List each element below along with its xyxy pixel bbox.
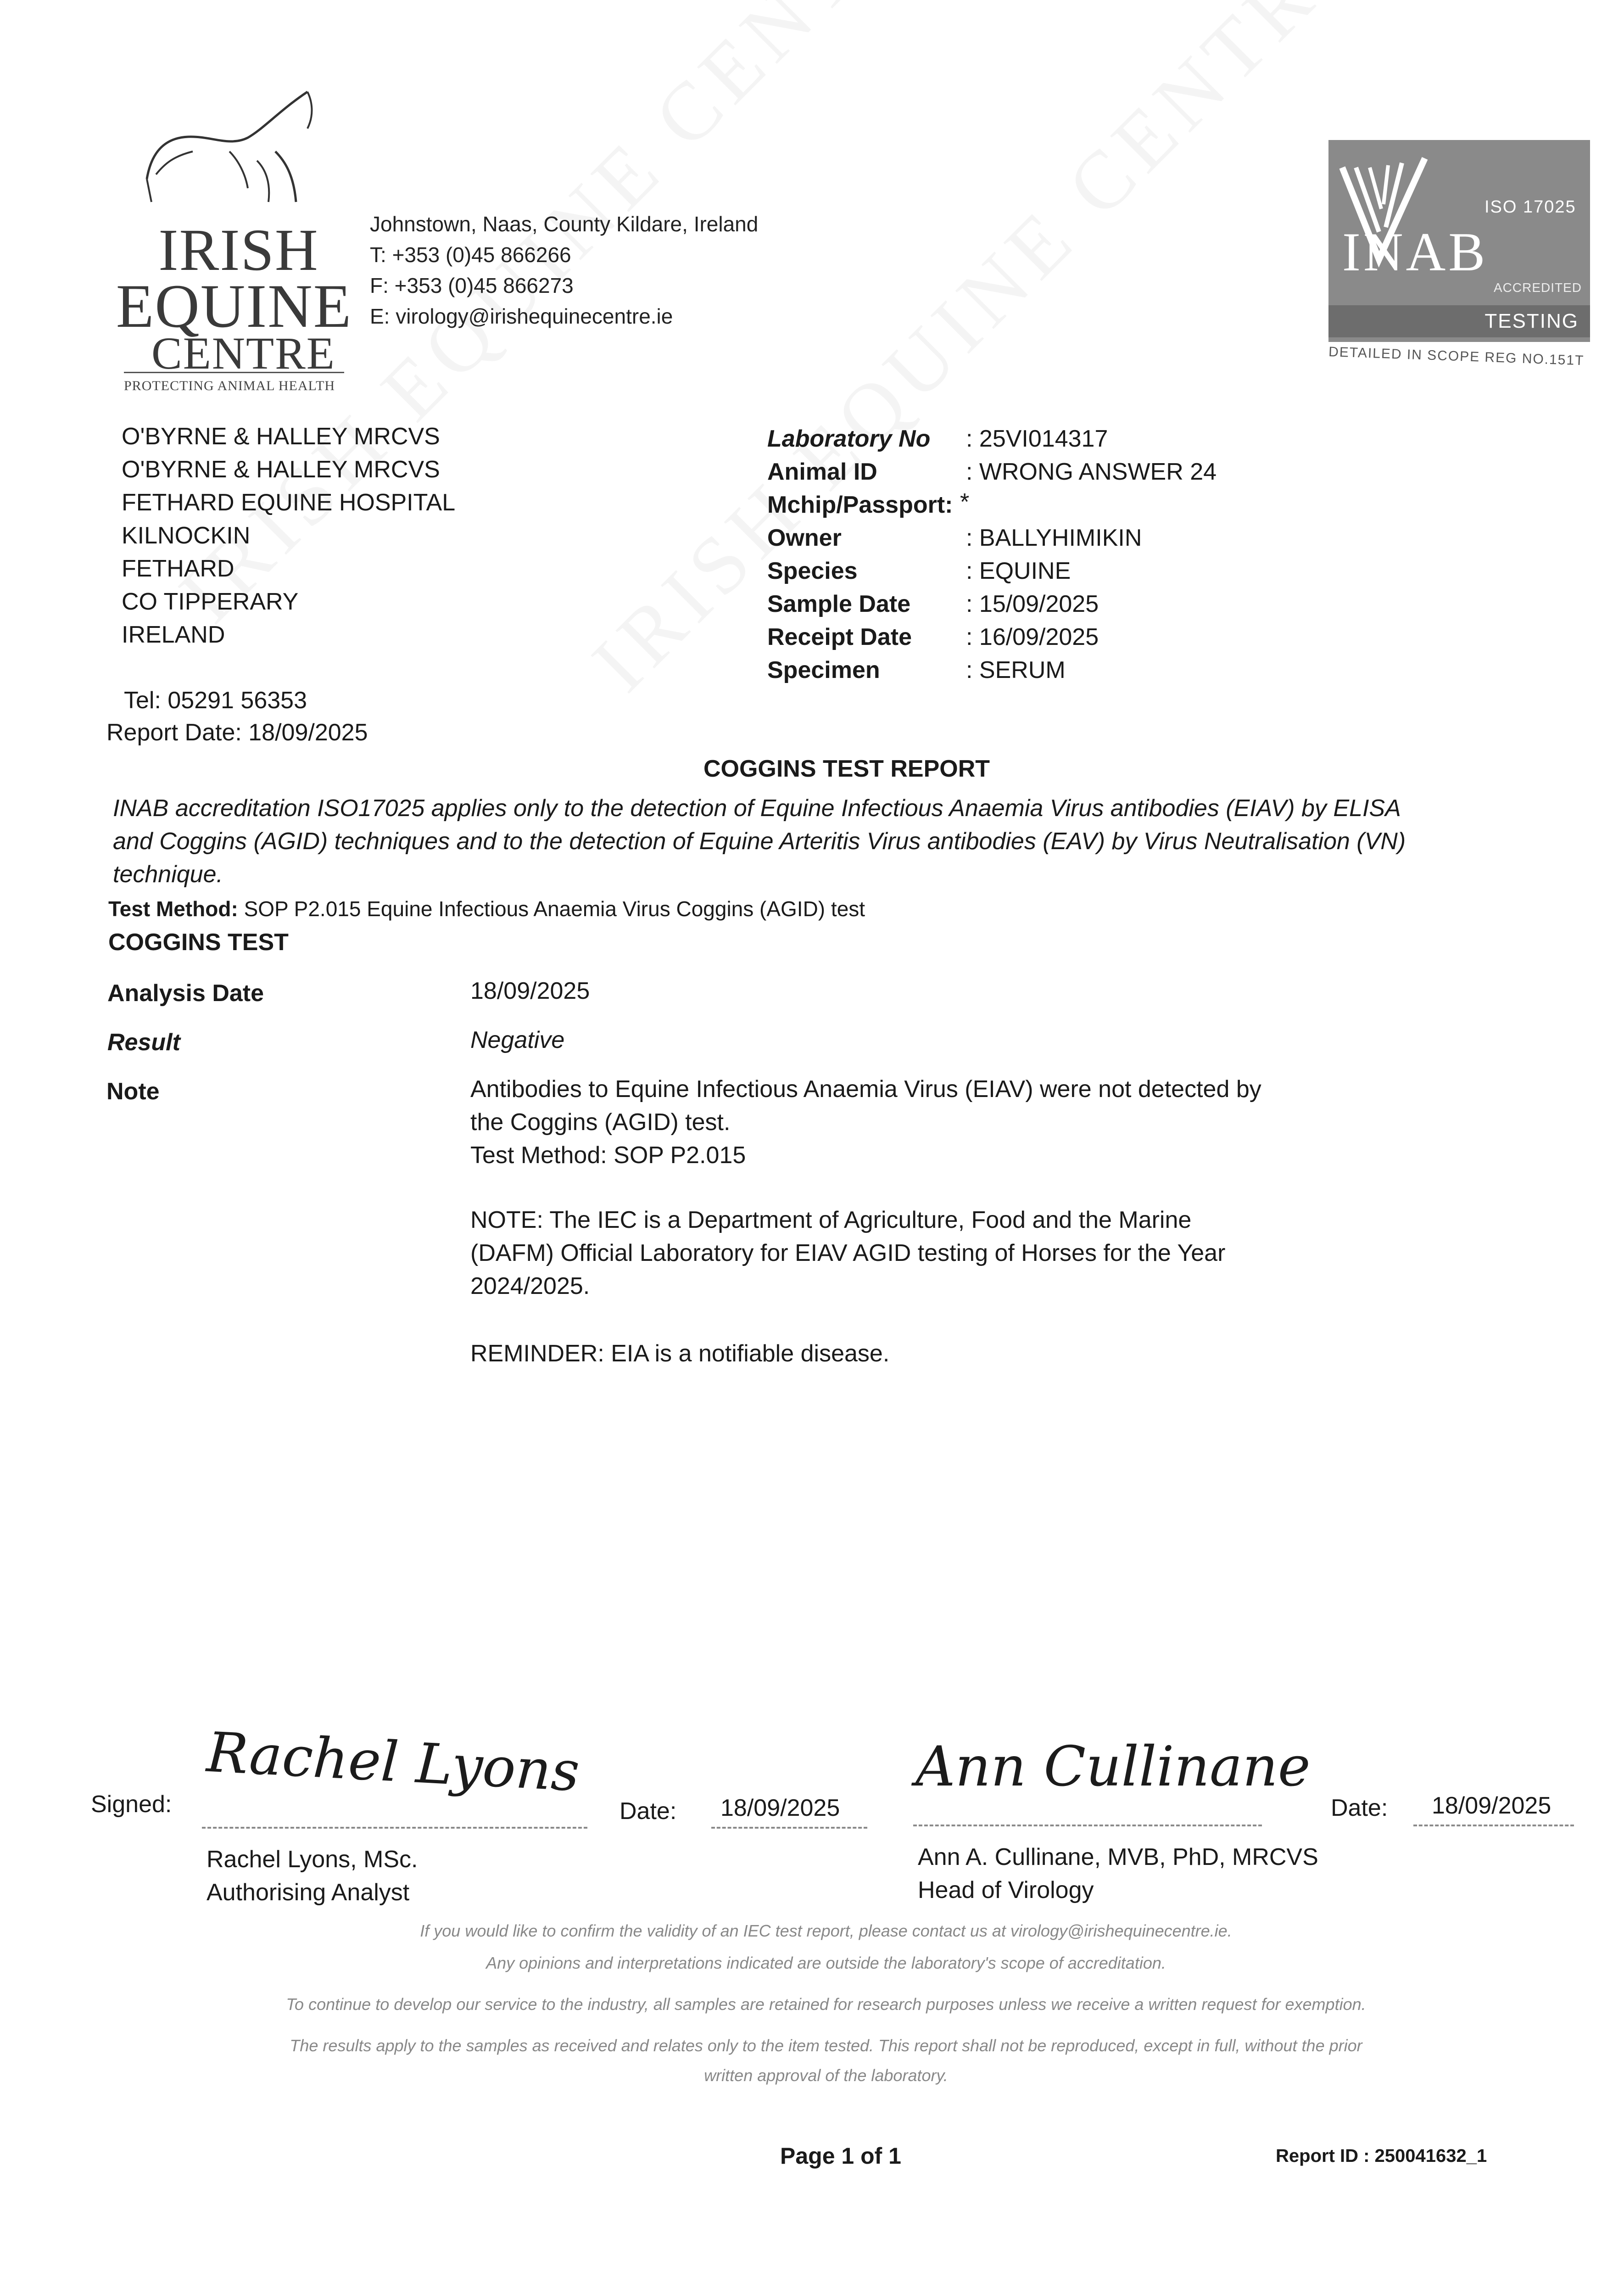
specimen-value: : SERUM <box>966 657 1066 683</box>
dafm-note-line: NOTE: The IEC is a Department of Agriculture, Food and the Marine <box>470 1207 1192 1233</box>
sample-date-label: Sample Date <box>767 591 911 617</box>
fax-label: F: <box>370 274 389 297</box>
result-value: Negative <box>470 1027 565 1053</box>
inab-testing: TESTING <box>1328 305 1590 337</box>
accreditation-note-line: and Coggins (AGID) techniques and to the detection of Equine Arteritis Virus antibodies (EAV) by Virus Neutralisation (VN) <box>113 828 1406 855</box>
signed-label: Signed: <box>91 1791 172 1818</box>
left-signature-line <box>202 1827 587 1829</box>
left-signature: Rachel Lyons <box>205 1720 581 1804</box>
analysis-date-value: 18/09/2025 <box>470 978 590 1004</box>
logo-word-irish: IRISH <box>158 217 319 283</box>
receipt-date-label: Receipt Date <box>767 624 912 650</box>
contact-address: Johnstown, Naas, County Kildare, Ireland <box>370 212 759 236</box>
logo-word-centre: CENTRE <box>151 328 335 379</box>
logo-word-equine: EQUINE <box>116 272 352 341</box>
inab-scope: DETAILED IN SCOPE REG NO.151T <box>1328 344 1585 369</box>
note-line: Antibodies to Equine Infectious Anaemia Virus (EIAV) were not detected by <box>470 1076 1261 1103</box>
inab-badge <box>1328 140 1590 369</box>
horse-logo-icon <box>138 83 330 211</box>
page-number: Page 1 of 1 <box>780 2143 901 2169</box>
inab-iso: ISO 17025 <box>1484 197 1576 217</box>
recipient-line: KILNOCKIN <box>122 522 251 549</box>
right-date-line <box>1413 1825 1574 1826</box>
right-signer-name: Ann A. Cullinane, MVB, PhD, MRCVS <box>918 1844 1318 1870</box>
recipient-line: O'BYRNE & HALLEY MRCVS <box>122 456 440 483</box>
disclaimer-research: To continue to develop our service to the industry, all samples are retained for research purposes unless we receive a written request for exemption. <box>286 1995 1366 2014</box>
note-block <box>470 1073 1388 1172</box>
mchip-passport-value: * <box>960 489 970 515</box>
recipient-address <box>122 420 649 651</box>
report-id: Report ID : 250041632_1 <box>1276 2146 1487 2166</box>
logo-tagline: PROTECTING ANIMAL HEALTH <box>124 378 335 393</box>
left-date-value: 18/09/2025 <box>720 1795 840 1821</box>
species-label: Species <box>767 558 858 584</box>
sample-date-value: : 15/09/2025 <box>966 591 1099 617</box>
left-date-label: Date: <box>619 1798 677 1825</box>
species-value: : EQUINE <box>966 558 1071 584</box>
logo <box>115 83 353 395</box>
result-label: Result <box>107 1029 180 1056</box>
dafm-note-line: (DAFM) Official Laboratory for EIAV AGID testing of Horses for the Year <box>470 1240 1226 1266</box>
accreditation-note-line: INAB accreditation ISO17025 applies only to the detection of Equine Infectious Anaemia Virus antibodies (EIAV) by ELISA <box>113 795 1401 822</box>
test-method-label: Test Method: <box>108 897 238 921</box>
disclaimer-approval: written approval of the laboratory. <box>704 2066 948 2085</box>
right-date-label: Date: <box>1331 1795 1388 1821</box>
receipt-date-value: : 16/09/2025 <box>966 624 1099 650</box>
phone-label: T: <box>370 243 386 267</box>
email-value: virology@irishequinecentre.ie <box>396 304 673 328</box>
dafm-note-line: 2024/2025. <box>470 1273 590 1299</box>
right-signer-role: Head of Virology <box>918 1877 1094 1903</box>
test-method-line <box>108 895 865 923</box>
disclaimer-opinions: Any opinions and interpretations indicated are outside the laboratory's scope of accreditation. <box>486 1954 1166 1972</box>
section-title: COGGINS TEST <box>108 929 289 956</box>
left-signer-role: Authorising Analyst <box>206 1879 410 1906</box>
contact-email <box>370 301 921 332</box>
animal-id-label: Animal ID <box>767 459 877 485</box>
test-method-value: SOP P2.015 Equine Infectious Anaemia Virus Coggins (AGID) test <box>244 897 865 921</box>
left-signer-name: Rachel Lyons, MSc. <box>206 1846 418 1873</box>
contact-block <box>370 209 921 332</box>
report-title: COGGINS TEST REPORT <box>703 756 990 782</box>
note-line: the Coggins (AGID) test. <box>470 1109 731 1136</box>
logo-divider <box>124 372 344 373</box>
reminder-text: REMINDER: EIA is a notifiable disease. <box>470 1340 890 1367</box>
disclaimer-results: The results apply to the samples as received and relates only to the item tested. This report shall not be reproduced, except in full, without the prior <box>290 2036 1362 2055</box>
mchip-passport-label: Mchip/Passport: <box>767 492 953 518</box>
right-signature: Ann Cullinane <box>915 1735 1311 1799</box>
inab-brand: INAB <box>1342 221 1488 282</box>
fax-value: +353 (0)45 866273 <box>394 274 574 297</box>
left-date-line <box>711 1827 867 1829</box>
note-label: Note <box>106 1078 160 1105</box>
inab-accredited: ACCREDITED <box>1494 280 1582 295</box>
laboratory-no-value: : 25VI014317 <box>966 425 1108 452</box>
inab-box <box>1328 140 1590 342</box>
analysis-date-label: Analysis Date <box>107 980 264 1007</box>
specimen-label: Specimen <box>767 657 880 683</box>
right-signature-line <box>913 1825 1262 1826</box>
phone-value: +353 (0)45 866266 <box>392 243 571 267</box>
dafm-note-block <box>470 1203 1388 1303</box>
email-label: E: <box>370 304 390 328</box>
accreditation-note <box>113 792 1558 891</box>
recipient-line: FETHARD EQUINE HOSPITAL <box>122 489 456 516</box>
accreditation-note-line: technique. <box>113 861 223 888</box>
recipient-line: IRELAND <box>122 621 225 648</box>
owner-label: Owner <box>767 525 842 551</box>
right-date-value: 18/09/2025 <box>1432 1792 1551 1819</box>
contact-fax <box>370 270 921 301</box>
recipient-line: O'BYRNE & HALLEY MRCVS <box>122 423 440 450</box>
animal-id-value: : WRONG ANSWER 24 <box>966 459 1217 485</box>
owner-value: : BALLYHIMIKIN <box>966 525 1142 551</box>
laboratory-no-label: Laboratory No <box>767 425 931 452</box>
report-date: Report Date: 18/09/2025 <box>106 719 368 746</box>
recipient-line: CO TIPPERARY <box>122 588 299 615</box>
disclaimer-validity: If you would like to confirm the validity of an IEC test report, please contact us at virology@irishequinecentre.ie. <box>420 1921 1232 1940</box>
contact-phone <box>370 240 921 270</box>
recipient-line: FETHARD <box>122 555 234 582</box>
note-line: Test Method: SOP P2.015 <box>470 1142 746 1169</box>
recipient-tel: Tel: 05291 56353 <box>124 687 307 714</box>
